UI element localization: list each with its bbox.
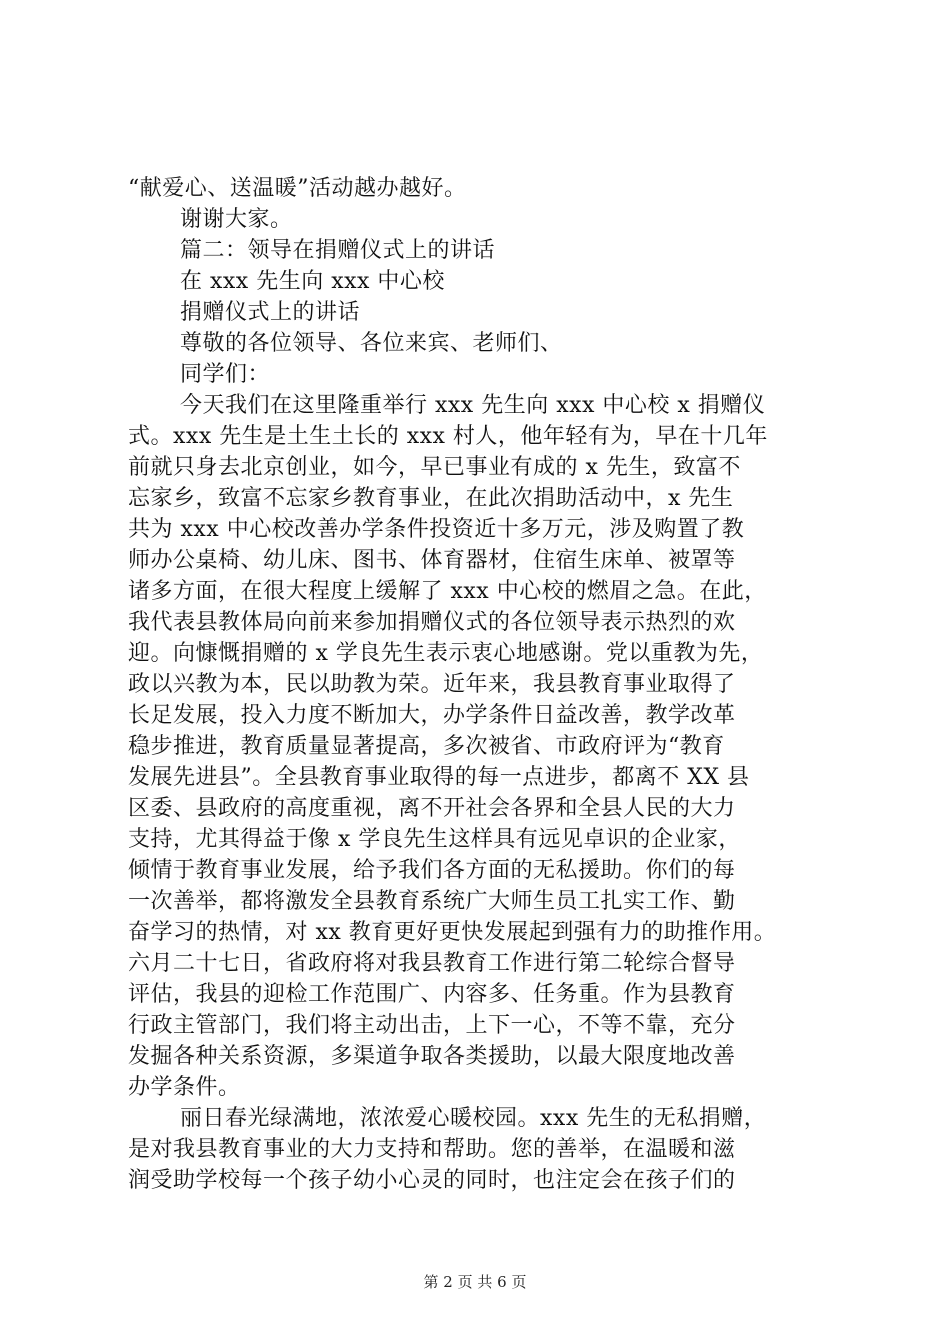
text-line: 式。xxx 先生是土生土长的 xxx 村人，他年轻有为，早在十几年 [128,424,768,449]
text-line: 发掘各种关系资源，多渠道争取各类援助，以最大限度地改善 [128,1044,736,1069]
text-line: 政以兴教为本，民以助教为荣。近年来，我县教育事业取得了 [128,672,736,697]
text-line: 长足发展，投入力度不断加大，办学条件日益改善，教学改革 [128,703,736,728]
text-line: 今天我们在这里隆重举行 xxx 先生向 xxx 中心校 x 捐赠仪 [180,393,766,418]
text-line: 忘家乡，致富不忘家乡教育事业，在此次捐助活动中，x 先生 [128,486,734,511]
page-number-footer: 第 2 页 共 6 页 [423,1273,527,1291]
text-line: 迎。向慷慨捐赠的 x 学良先生表示衷心地感谢。党以重教为先， [128,641,764,666]
text-line: 支持，尤其得益于像 x 学良先生这样具有远见卓识的企业家， [128,827,741,852]
text-line: 润受助学校每一个孩子幼小心灵的同时，也注定会在孩子们的 [128,1168,736,1193]
text-line: 诸多方面，在很大程度上缓解了 xxx 中心校的燃眉之急。在此， [128,579,767,604]
text-line: 一次善举，都将激发全县教育系统广大师生员工扎实工作、勤 [128,889,736,914]
salutation-line-1: 尊敬的各位领导、各位来宾、老师们、 [180,331,563,356]
text-line: 区委、县政府的高度重视，离不开社会各界和全县人民的大力 [128,796,736,821]
text-line: 共为 xxx 中心校改善办学条件投资近十多万元，涉及购置了教 [128,517,745,542]
text-line: 六月二十七日，省政府将对我县教育工作进行第二轮综合督导 [128,951,736,976]
text-line: 我代表县教体局向前来参加捐赠仪式的各位领导表示热烈的欢 [128,610,736,635]
text-line: 师办公桌椅、幼儿床、图书、体育器材，住宿生床单、被罩等 [128,548,736,573]
text-line: 丽日春光绿满地，浓浓爱心暖校园。xxx 先生的无私捐赠， [180,1106,767,1131]
text-line: 评估，我县的迎检工作范围广、内容多、任务重。作为县教育 [128,982,736,1007]
text-line: 稳步推进，教育质量显著提高，多次被省、市政府评为“教育 [128,734,725,759]
text-line: “献爱心、送温暖”活动越办越好。 [128,176,467,201]
speech-title-line-2: 捐赠仪式上的讲话 [180,300,361,325]
section-heading: 篇二：领导在捐赠仪式上的讲话 [180,238,496,263]
text-line: 行政主管部门，我们将主动出击，上下一心，不等不靠，充分 [128,1013,736,1038]
text-line: 办学条件。 [128,1075,241,1100]
text-line: 发展先进县”。全县教育事业取得的每一点进步，都离不 XX 县 [128,765,750,790]
text-line: 倾情于教育事业发展，给予我们各方面的无私援助。你们的每 [128,858,736,883]
salutation-line-2: 同学们： [180,362,271,387]
speech-title-line-1: 在 xxx 先生向 xxx 中心校 [180,269,445,294]
text-line: 是对我县教育事业的大力支持和帮助。您的善举，在温暖和滋 [128,1137,736,1162]
text-line: 谢谢大家。 [180,207,293,232]
text-line: 前就只身去北京创业，如今，早已事业有成的 x 先生，致富不 [128,455,741,480]
document-body [128,173,828,1196]
text-line: 奋学习的热情，对 xx 教育更好更快发展起到强有力的助推作用。 [128,920,777,945]
